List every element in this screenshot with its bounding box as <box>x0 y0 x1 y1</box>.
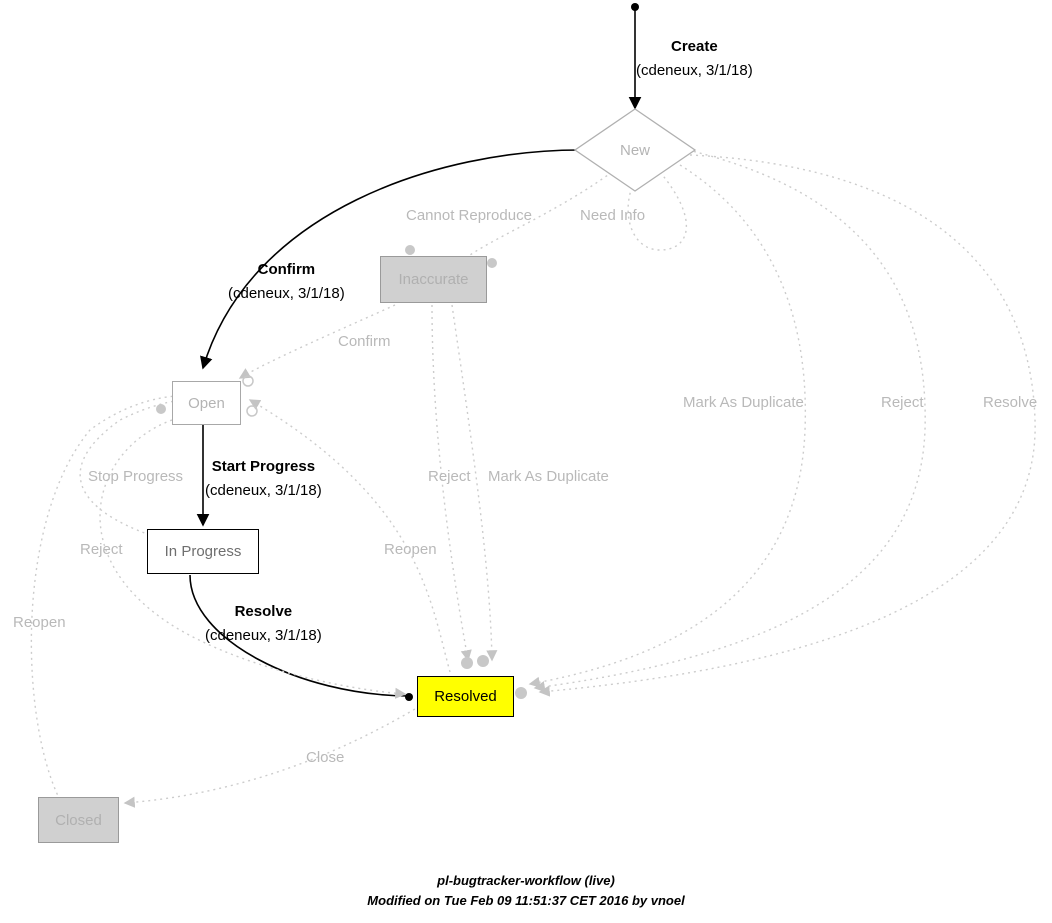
state-resolved-label: Resolved <box>434 688 497 705</box>
label-mark-as-duplicate-mid: Mark As Duplicate <box>488 468 609 485</box>
state-inaccurate-label: Inaccurate <box>398 271 469 288</box>
state-inaccurate[interactable] <box>380 256 487 303</box>
state-in-progress[interactable] <box>147 529 259 574</box>
state-new[interactable] <box>573 107 697 193</box>
label-reject-mid: Reject <box>428 468 471 485</box>
label-confirm-detail: (cdeneux, 3/1/18) <box>228 285 345 302</box>
label-reopen-left: Reopen <box>13 614 66 631</box>
state-new-label: New <box>619 141 650 159</box>
label-resolve <box>205 600 322 648</box>
label-create-detail: (cdeneux, 3/1/18) <box>636 62 753 79</box>
edge-close <box>125 706 420 803</box>
state-closed[interactable] <box>38 797 119 843</box>
diagram-title: pl-bugtracker-workflow (live) <box>437 873 615 888</box>
label-resolve-name: Resolve <box>234 603 293 620</box>
edge-mark-as-duplicate-right <box>530 165 805 684</box>
state-open[interactable] <box>172 381 241 425</box>
edge-resolve-inactive <box>540 155 1038 692</box>
edge-reject-right <box>535 150 925 688</box>
label-stop-progress: Stop Progress <box>88 468 184 485</box>
label-confirm-name: Confirm <box>257 261 316 278</box>
state-closed-label: Closed <box>55 811 102 829</box>
label-reject-right: Reject <box>881 394 924 411</box>
label-resolve-right: Resolve <box>983 394 1038 411</box>
state-resolved[interactable] <box>417 676 514 717</box>
state-in-progress-label: In Progress <box>164 543 242 560</box>
label-confirm <box>228 258 345 306</box>
label-start-progress-name: Start Progress <box>211 458 316 475</box>
label-create <box>636 35 753 83</box>
label-start-progress <box>205 455 322 503</box>
label-start-progress-detail: (cdeneux, 3/1/18) <box>205 482 322 499</box>
start-node <box>631 3 639 11</box>
label-create-name: Create <box>671 38 718 55</box>
label-reopen-mid: Reopen <box>384 541 437 558</box>
resolve-edge-endpoint <box>405 693 413 701</box>
label-confirm-inactive: Confirm <box>338 333 391 350</box>
label-resolve-detail: (cdeneux, 3/1/18) <box>205 627 322 644</box>
label-close: Close <box>306 749 345 766</box>
diagram-modified: Modified on Tue Feb 09 11:51:37 CET 2016 by vnoel <box>367 893 685 908</box>
state-open-label: Open <box>188 394 225 412</box>
label-mark-as-duplicate-right: Mark As Duplicate <box>683 394 804 411</box>
label-need-info: Need Info <box>580 207 646 224</box>
label-reject-left: Reject <box>80 541 123 558</box>
label-cannot-reproduce: Cannot Reproduce <box>406 207 532 224</box>
edge-reopen-left <box>31 396 185 800</box>
